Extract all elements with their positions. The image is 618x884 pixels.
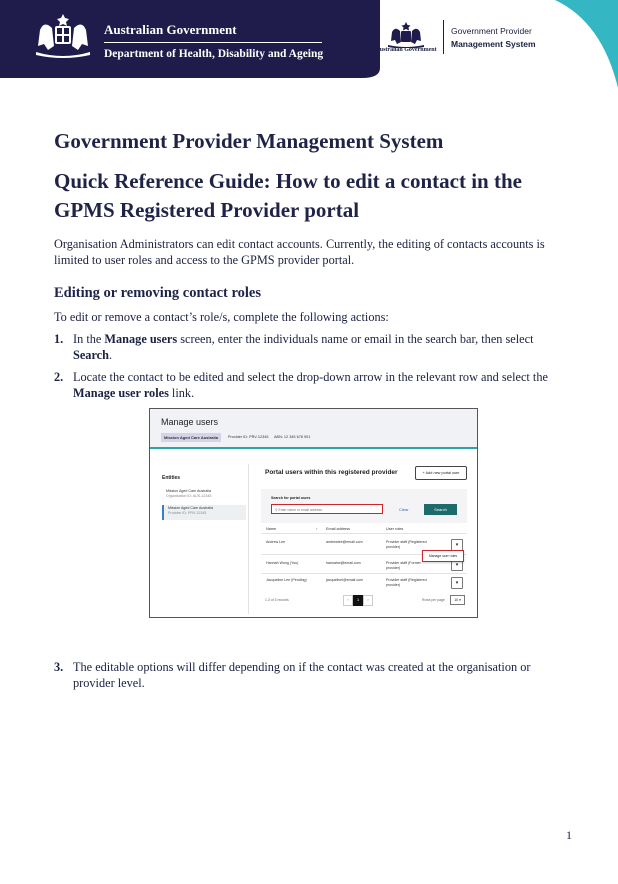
- step-2: [54, 369, 568, 403]
- cell-name: Jacqueline Lee (Pending): [266, 578, 307, 582]
- column-header-name[interactable]: Name: [266, 527, 277, 531]
- department-name: Department of Health, Disability and Ageing: [104, 48, 324, 60]
- cell-role: Provider staff (Former provider): [386, 561, 421, 570]
- system-name-line1: Government Provider: [451, 26, 532, 36]
- lead-sentence: To edit or remove a contact’s role/s, complete the following actions:: [54, 310, 389, 324]
- step-3: [54, 659, 568, 693]
- search-placeholder: Enter name or email address: [278, 508, 322, 512]
- cell-role: Provider staff (Registered provider): [386, 578, 427, 587]
- page-number: 1: [566, 828, 572, 842]
- panel-divider: [248, 464, 249, 614]
- provider-id: Provider ID: PRV-12345: [228, 435, 269, 439]
- pagination-next-icon[interactable]: ›: [363, 595, 373, 606]
- entity-item-selected[interactable]: [162, 505, 246, 520]
- table-header-divider: [261, 533, 467, 534]
- step-number: 1.: [54, 332, 64, 346]
- government-name: Australian Government: [104, 22, 237, 37]
- entity-item[interactable]: [162, 489, 244, 499]
- entity-id: Provider ID: PRV-12345: [168, 511, 207, 515]
- column-header-email[interactable]: Email address: [326, 527, 351, 531]
- entity-name: Mission Aged Care Australia: [166, 489, 211, 493]
- step-text: The editable options will differ depending on if the contact was created at the organisation or provider level.: [73, 660, 531, 690]
- manage-user-roles-link[interactable]: Manage user roles: [422, 550, 464, 562]
- manage-users-screenshot: [149, 408, 478, 618]
- abn: ABN: 12 345 678 901: [274, 435, 311, 439]
- step-emphasis: Manage user roles: [73, 386, 169, 400]
- cell-email: andrewlee@email.com: [326, 540, 363, 544]
- step-text-part: Locate the contact to be edited and select the drop-down arrow in the relevant row and select the: [73, 370, 548, 384]
- cell-email: jacquelinel@email.com: [326, 578, 364, 582]
- portal-users-title: Portal users within this registered provider: [265, 469, 398, 476]
- search-label: Search for portal users: [271, 496, 311, 500]
- logo-divider: [443, 20, 444, 54]
- step-emphasis: Search: [73, 348, 109, 362]
- coat-of-arms-icon: [32, 12, 94, 58]
- cell-name: Andrew Lee: [266, 540, 286, 544]
- organisation-badge: Mission Aged Care Australia: [161, 433, 221, 442]
- entities-heading: Entities: [162, 475, 181, 481]
- search-input[interactable]: [271, 504, 383, 514]
- entity-name: Mission Aged Care Australia: [168, 506, 213, 510]
- step-number: 2.: [54, 370, 64, 384]
- sort-arrow-icon[interactable]: ↑: [316, 527, 318, 531]
- cell-role: Provider staff (Registered provider): [386, 540, 427, 549]
- section-heading: Editing or removing contact roles: [54, 285, 262, 301]
- step-number: 3.: [54, 660, 64, 674]
- add-portal-user-button[interactable]: + Add new portal user: [415, 466, 467, 480]
- search-button[interactable]: Search: [424, 504, 457, 515]
- pagination-prev-icon[interactable]: ‹: [343, 595, 353, 606]
- rows-per-page-label: Rows per page: [422, 598, 445, 602]
- step-text-part: screen, enter the individuals name or email in the search bar, then select: [177, 332, 534, 346]
- document-title: Government Provider Management System: [54, 129, 444, 153]
- system-name-line2: Management System: [451, 39, 536, 49]
- clear-link[interactable]: Clear: [399, 507, 409, 512]
- step-1: [54, 331, 568, 365]
- step-text-part: In the: [73, 332, 105, 346]
- entity-id: Organisation ID: AUS-12345: [166, 494, 212, 498]
- branding-divider: [104, 42, 322, 43]
- cell-email: hannahw@email.com: [326, 561, 361, 565]
- logo-caption: Australian Government: [375, 47, 437, 53]
- record-count: 1-3 of 3 records: [265, 598, 289, 602]
- header-accent-bar: [150, 447, 477, 449]
- row-dropdown-chevron-icon[interactable]: ▾: [451, 559, 463, 571]
- step-text-part: link.: [168, 386, 195, 400]
- screenshot-title: Manage users: [161, 417, 219, 427]
- row-dropdown-chevron-icon[interactable]: ▾: [451, 539, 463, 551]
- pagination-page[interactable]: 1: [353, 595, 363, 606]
- department-branding: [104, 22, 323, 60]
- intro-paragraph: Organisation Administrators can edit contact accounts. Currently, the editing of contacts accounts is limited to user roles and access to the GPMS provider portal.: [54, 237, 545, 267]
- step-text: [73, 369, 568, 401]
- step-emphasis: Manage users: [104, 332, 178, 346]
- column-header-roles[interactable]: User roles: [386, 527, 404, 531]
- table-row-divider: [261, 573, 467, 574]
- screenshot-header: [150, 409, 477, 449]
- step-text: [73, 331, 568, 363]
- rows-per-page-select[interactable]: 10 ▾: [450, 595, 465, 605]
- search-icon: ⚲: [275, 508, 279, 512]
- guide-title: Quick Reference Guide: How to edit a contact in the GPMS Registered Provider portal: [54, 169, 522, 222]
- row-dropdown-chevron-icon[interactable]: ▾: [451, 577, 463, 589]
- cell-name: Hannah Wong (You): [266, 561, 299, 565]
- step-text-part: .: [108, 348, 113, 362]
- small-coat-of-arms-icon: [372, 22, 440, 48]
